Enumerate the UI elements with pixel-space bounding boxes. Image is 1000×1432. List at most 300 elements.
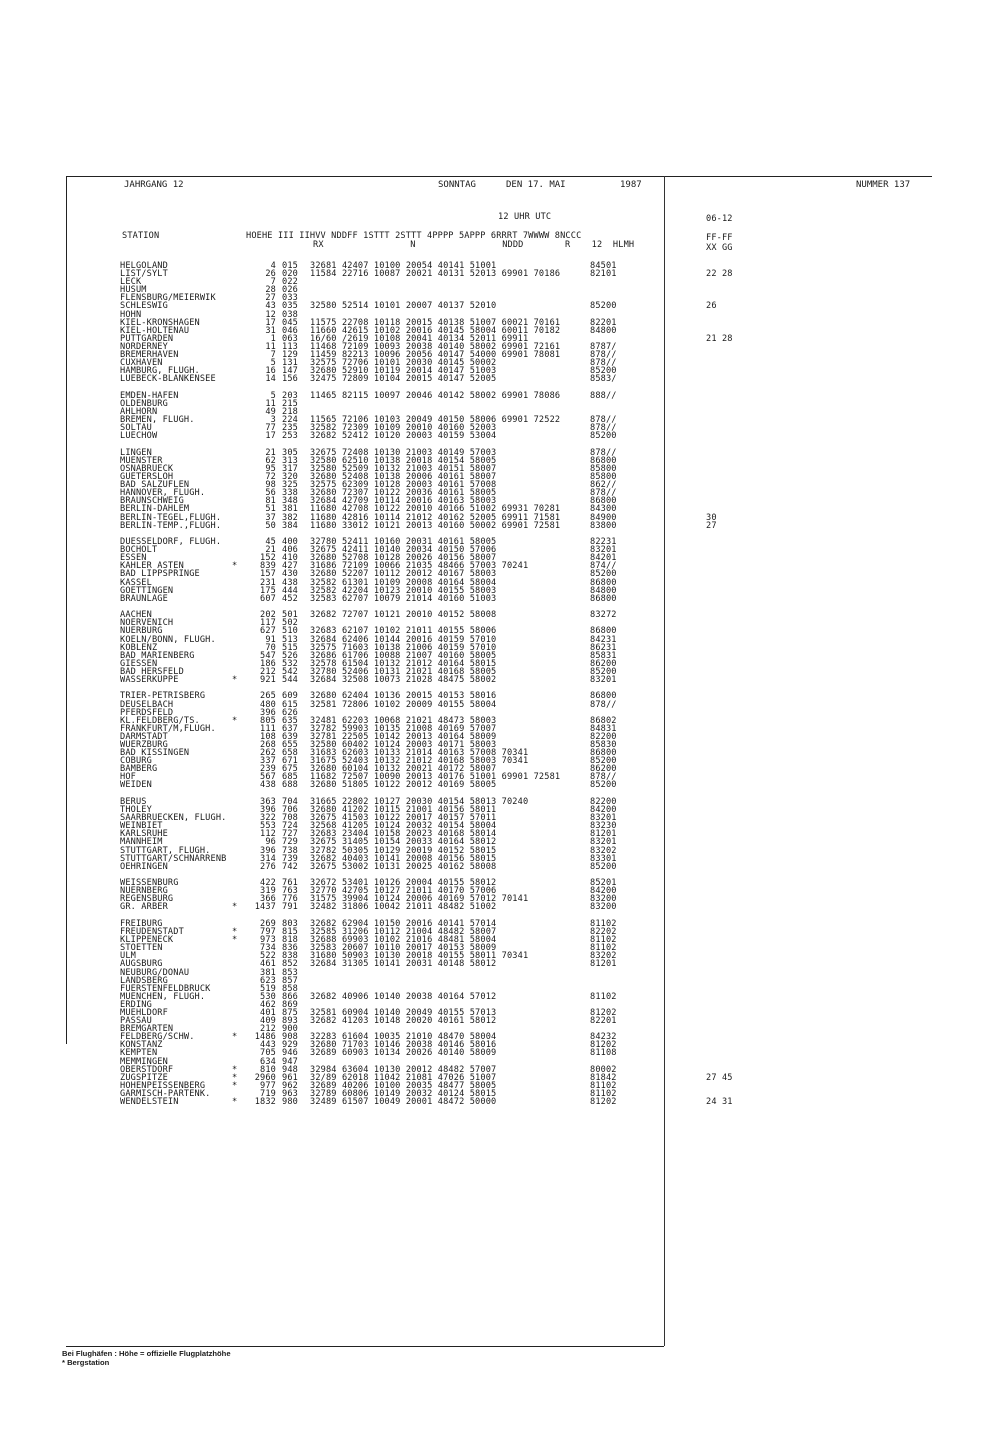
station-height: 16 (265, 366, 276, 377)
station-height: 322 (260, 813, 276, 824)
synop-groups: 32580 52509 10132 21003 40151 58007 (310, 463, 497, 474)
cloud-group: 81842 (590, 1072, 617, 1083)
cloud-group: 83201 (590, 837, 617, 848)
station-name: ERDING (120, 999, 152, 1010)
cloud-group: 84800 (590, 325, 617, 336)
station-height: 268 (260, 740, 276, 751)
station-index: 675 (282, 764, 298, 775)
synop-groups: 32680 60104 10132 20021 40172 58007 (310, 764, 497, 775)
station-height: 72 (265, 472, 276, 483)
station-height: 77 (265, 423, 276, 434)
station-height: 26 (265, 269, 276, 280)
station-name: FELDBERG/SCHW. (120, 1032, 195, 1043)
cloud-group: 83272 (590, 610, 617, 621)
station-index: 635 (282, 715, 298, 726)
station-name: BAMBERG (120, 764, 158, 775)
cloud-group: 86800 (590, 748, 617, 759)
station-height: 480 (260, 699, 276, 710)
bottom-rule (66, 1346, 664, 1347)
station-name: MEMMINGEN (120, 1056, 168, 1067)
synop-groups: 32675 53002 10131 20025 40162 58008 (310, 861, 497, 872)
station-index: 320 (282, 472, 298, 483)
station-name: GARMISCH-PARTENK. (120, 1088, 211, 1099)
cloud-group: 82231 (590, 537, 617, 548)
station-height: 797 (260, 927, 276, 938)
station-name: KOELN/BONN, FLUGH. (120, 634, 216, 645)
synop-groups: 11575 22708 10118 20015 40138 51007 60021 70161 (310, 317, 561, 328)
cloud-group: 84200 (590, 805, 617, 816)
station-index: 033 (282, 293, 298, 304)
station-name: OEHRINGEN (120, 861, 168, 872)
station-name: STOETTEN (120, 943, 163, 954)
cloud-group: 874// (590, 561, 617, 572)
station-index: 947 (282, 1056, 298, 1067)
mountain-station-marker: * (232, 1072, 238, 1083)
code-subheading: RX N NDDD (313, 240, 524, 250)
station-name: BAD HERSFELD (120, 666, 184, 677)
station-height: 28 (265, 285, 276, 296)
mountain-station-marker: * (232, 561, 238, 572)
cloud-group: 82201 (590, 1016, 617, 1027)
station-name: KONSTANZ (120, 1040, 163, 1051)
synop-groups: 31680 50903 10130 20018 40155 58011 70341 (310, 951, 529, 962)
cloud-group: 878// (590, 423, 617, 434)
station-height: 49 (265, 406, 276, 417)
synop-groups: 32481 62203 10068 21021 48473 58003 (310, 715, 497, 726)
station-name: KASSEL (120, 577, 152, 588)
right-rule (664, 176, 665, 1346)
cloud-group: 81202 (590, 1008, 617, 1018)
station-index: 317 (282, 463, 298, 474)
cloud-group: 84300 (590, 504, 617, 515)
synop-groups: 32680 52708 10128 20026 40156 58007 (310, 553, 497, 564)
synop-groups: 32684 42709 10114 20016 40163 58003 (310, 496, 497, 507)
station-name: FUERSTENFELDBRUCK (120, 983, 211, 994)
synop-groups: 32683 23404 10158 20023 40168 58014 (310, 829, 497, 840)
synop-groups: 32682 40403 10141 20008 40156 58015 (310, 853, 497, 864)
station-name: REGENSBURG (120, 894, 174, 905)
station-index: 544 (282, 674, 298, 685)
station-index: 836 (282, 943, 298, 954)
cloud-group: 86800 (590, 455, 617, 466)
station-name: SAARBRUECKEN, FLUGH. (120, 813, 227, 824)
synop-groups: 32682 62904 10150 20016 40141 57014 (310, 918, 497, 929)
station-index: 908 (282, 1032, 298, 1043)
station-index: 858 (282, 983, 298, 994)
synop-groups: 32681 42407 10100 20054 40141 51001 (310, 261, 497, 271)
station-height: 21 (265, 545, 276, 556)
station-index: 382 (282, 512, 298, 523)
station-name: BERLIN-TEMP.,FLUGH. (120, 520, 222, 531)
synop-groups: 32682 72707 10121 20010 40152 58008 (310, 610, 497, 621)
station-height: 977 (260, 1080, 276, 1091)
station-index: 444 (282, 585, 298, 596)
station-name: MUENCHEN, FLUGH. (120, 991, 206, 1002)
synop-groups: 32984 63604 10130 20012 48482 57007 (310, 1064, 497, 1075)
cloud-group: 83201 (590, 813, 617, 824)
station-index: 513 (282, 634, 298, 645)
cloud-group: 86231 (590, 642, 617, 653)
station-index: 381 (282, 504, 298, 515)
synop-groups: 32580 62510 10138 20018 40154 58005 (310, 455, 497, 466)
cloud-group: 82201 (590, 317, 617, 328)
synop-groups: 32580 52514 10101 20007 40137 52010 (310, 301, 497, 312)
station-height: 262 (260, 748, 276, 759)
station-height: 269 (260, 918, 276, 929)
station-name: BAD LIPPSPRINGE (120, 569, 200, 580)
synop-groups: 32568 41205 10124 20032 40154 58004 (310, 821, 497, 832)
station-index: 724 (282, 821, 298, 832)
station-index: 427 (282, 561, 298, 572)
station-height: 31 (265, 325, 276, 336)
cloud-group: 86200 (590, 658, 617, 669)
station-index: 502 (282, 618, 298, 629)
cloud-group: 83800 (590, 520, 617, 531)
station-name: BAD SALZUFLEN (120, 480, 190, 491)
station-name: LUECHOW (120, 431, 158, 442)
gg-heading: XX GG (706, 243, 733, 253)
station-height: 381 (260, 967, 276, 978)
time-heading: 12 UHR UTC (498, 212, 552, 222)
station-height: 111 (260, 723, 276, 734)
cloud-group: 85200 (590, 569, 617, 580)
station-index: 671 (282, 756, 298, 767)
synop-groups: 11468 72109 10093 20038 40140 58002 69901 72161 (310, 341, 561, 352)
cloud-group: 84201 (590, 553, 617, 564)
cloud-group: 83200 (590, 894, 617, 905)
station-index: 803 (282, 918, 298, 929)
station-index: 685 (282, 772, 298, 783)
station-name: KARLSRUHE (120, 829, 168, 840)
station-index: 637 (282, 723, 298, 734)
station-height: 265 (260, 691, 276, 702)
cloud-group: 878// (590, 699, 617, 710)
synop-groups: 32583 20607 10110 20017 40153 58009 (310, 943, 497, 954)
cloud-group: 82202 (590, 927, 617, 938)
station-name: HELGOLAND (120, 261, 168, 271)
station-index: 706 (282, 805, 298, 816)
cloud-group: 82200 (590, 796, 617, 807)
station-name: PFERDSFELD (120, 707, 174, 718)
synop-groups: 32680 72307 10122 20036 40161 58005 (310, 488, 497, 499)
station-height: 81 (265, 496, 276, 507)
station-index: 542 (282, 666, 298, 677)
station-height: 1437 (254, 902, 276, 913)
station-height: 212 (260, 1024, 276, 1035)
station-height: 438 (260, 780, 276, 791)
station-name: BREMEN, FLUGH. (120, 415, 195, 426)
station-name: THOLEY (120, 805, 152, 816)
station-index: 063 (282, 333, 298, 344)
station-index: 026 (282, 285, 298, 296)
station-index: 739 (282, 853, 298, 864)
cloud-group: 86800 (590, 593, 617, 604)
cloud-group: 878// (590, 488, 617, 499)
station-height: 152 (260, 553, 276, 564)
station-index: 655 (282, 740, 298, 751)
cloud-group: 86800 (590, 691, 617, 702)
synop-groups: 32684 32508 10073 21028 48475 58002 (310, 674, 497, 685)
station-index: 410 (282, 553, 298, 564)
station-height: 519 (260, 983, 276, 994)
mountain-station-marker: * (232, 902, 238, 913)
station-name: ZUGSPITZE (120, 1072, 168, 1083)
station-name: HOHN (120, 309, 142, 320)
station-height: 112 (260, 829, 276, 840)
station-name: NORDERNEY (120, 341, 168, 352)
station-name: KOBLENZ (120, 642, 158, 653)
station-height: 17 (265, 317, 276, 328)
station-height: 43 (265, 301, 276, 312)
station-name: HAMBURG, FLUGH. (120, 366, 200, 377)
synop-groups: 32680 52910 10119 20014 40147 51003 (310, 366, 497, 377)
synop-groups: 32682 41203 10148 20020 40161 58012 (310, 1016, 497, 1027)
station-height: 62 (265, 455, 276, 466)
gust-group: 24 31 (706, 1097, 733, 1108)
synop-groups: 32489 61507 10049 20001 48472 50000 (310, 1097, 497, 1108)
station-name: BERLIN-TEGEL,FLUGH. (120, 512, 222, 523)
synop-groups: 32684 62406 10144 20016 40159 57010 (310, 634, 497, 645)
synop-groups: 11680 42708 10122 20010 40166 51002 69931 70281 (310, 504, 561, 515)
station-height: 37 (265, 512, 276, 523)
station-name: BREMGARTEN (120, 1024, 174, 1035)
synop-groups: 11459 82213 10096 20056 40147 54000 69901 78081 (310, 350, 561, 361)
station-height: 5 (270, 358, 276, 369)
footnote-airports: Bei Flughäfen : Höhe = offizielle Flugplatzhöhe (62, 1349, 231, 1358)
cloud-group: 85800 (590, 472, 617, 483)
station-index: 501 (282, 610, 298, 621)
cloud-group: 878// (590, 358, 617, 369)
station-name: LECK (120, 277, 142, 288)
station-height: 705 (260, 1048, 276, 1059)
station-name: BERLIN-DAHLEM (120, 504, 190, 515)
cloud-group: 84831 (590, 723, 617, 734)
station-height: 91 (265, 634, 276, 645)
station-index: 929 (282, 1040, 298, 1051)
cloud-group: 80002 (590, 1064, 617, 1075)
station-name: HOHENPEISSENBERG (120, 1080, 206, 1091)
synop-groups: 32680 41202 10115 21001 40156 58011 (310, 805, 497, 816)
cloud-group: 86200 (590, 764, 617, 775)
station-height: 7 (270, 350, 276, 361)
gust-group: 30 (706, 512, 717, 523)
synop-groups: 32686 61706 10088 21007 40160 58005 (310, 650, 497, 661)
synop-groups: 32680 51805 10122 20012 40169 58005 (310, 780, 497, 791)
synop-groups: 32675 42411 10140 20034 40150 57006 (310, 545, 497, 556)
station-index: 438 (282, 577, 298, 588)
station-index: 452 (282, 593, 298, 604)
station-index: 857 (282, 975, 298, 986)
synop-groups: 32680 71703 10146 20038 40146 58016 (310, 1040, 497, 1051)
station-index: 532 (282, 658, 298, 669)
station-index: 962 (282, 1080, 298, 1091)
station-height: 239 (260, 764, 276, 775)
station-name: FRANKFURT/M,FLUGH. (120, 723, 216, 734)
synop-groups: 32689 40206 10100 20035 48477 58005 (310, 1080, 497, 1091)
station-name: FREUDENSTADT (120, 927, 184, 938)
station-height: 12 (265, 309, 276, 320)
station-index: 253 (282, 431, 298, 442)
cloud-group: 85200 (590, 756, 617, 767)
station-index: 738 (282, 845, 298, 856)
synop-groups: 32575 62309 10128 20003 40161 57008 (310, 480, 497, 491)
station-height: 409 (260, 1016, 276, 1027)
station-index: 022 (282, 277, 298, 288)
station-name: AUGSBURG (120, 959, 163, 970)
station-index: 305 (282, 447, 298, 458)
station-name: KEMPTEN (120, 1048, 158, 1059)
station-height: 3 (270, 415, 276, 426)
station-name: LINGEN (120, 447, 152, 458)
station-height: 366 (260, 894, 276, 905)
station-height: 17 (265, 431, 276, 442)
station-name: GUETERSLOH (120, 472, 174, 483)
cloud-group: 81102 (590, 991, 617, 1002)
station-name: MUENSTER (120, 455, 163, 466)
synop-groups: 32578 61504 10132 21012 40164 58015 (310, 658, 497, 669)
station-index: 215 (282, 398, 298, 409)
station-name: DEUSELBACH (120, 699, 174, 710)
synop-groups: 32582 42204 10123 20010 40155 58003 (310, 585, 497, 596)
station-name: GR. ARBER (120, 902, 168, 913)
station-name: GIESSEN (120, 658, 158, 669)
station-index: 893 (282, 1016, 298, 1027)
cloud-group: 81201 (590, 829, 617, 840)
station-height: 607 (260, 593, 276, 604)
cloud-group: 84900 (590, 512, 617, 523)
station-index: 869 (282, 999, 298, 1010)
station-name: DARMSTADT (120, 731, 168, 742)
gust-group: 21 28 (706, 333, 733, 344)
station-height: 212 (260, 666, 276, 677)
station-index: 761 (282, 878, 298, 889)
station-index: 113 (282, 341, 298, 352)
station-index: 129 (282, 350, 298, 361)
mountain-station-marker: * (232, 935, 238, 946)
cloud-group: 82200 (590, 731, 617, 742)
station-height: 363 (260, 796, 276, 807)
cloud-group: 81102 (590, 1080, 617, 1091)
station-index: 815 (282, 927, 298, 938)
station-name: WEINBIET (120, 821, 163, 832)
station-height: 319 (260, 886, 276, 897)
cloud-group: 83201 (590, 674, 617, 685)
station-index: 348 (282, 496, 298, 507)
cloud-group: 86800 (590, 496, 617, 507)
cloud-group: 83200 (590, 902, 617, 913)
synop-groups: 32782 50305 10129 20019 40152 58015 (310, 845, 497, 856)
station-index: 015 (282, 261, 298, 271)
station-index: 218 (282, 406, 298, 417)
station-height: 117 (260, 618, 276, 629)
synop-groups: 31665 22802 10127 20030 40154 58013 70240 (310, 796, 529, 807)
station-name: LIST/SYLT (120, 269, 168, 280)
station-index: 818 (282, 935, 298, 946)
mountain-station-marker: * (232, 1064, 238, 1075)
cloud-group: 81202 (590, 1097, 617, 1108)
station-name: NUERNBERG (120, 886, 168, 897)
station-height: 175 (260, 585, 276, 596)
station-index: 948 (282, 1064, 298, 1075)
station-height: 719 (260, 1088, 276, 1099)
mountain-station-marker: * (232, 927, 238, 938)
station-height: 276 (260, 861, 276, 872)
station-height: 553 (260, 821, 276, 832)
station-height: 530 (260, 991, 276, 1002)
station-name: ESSEN (120, 553, 147, 564)
station-height: 734 (260, 943, 276, 954)
mountain-station-marker: * (232, 674, 238, 685)
station-index: 776 (282, 894, 298, 905)
cloud-group: 82101 (590, 269, 617, 280)
cloud-group: 878// (590, 415, 617, 426)
cloud-group: 81108 (590, 1048, 617, 1059)
station-name: BOCHOLT (120, 545, 158, 556)
station-height: 337 (260, 756, 276, 767)
station-height: 98 (265, 480, 276, 491)
station-index: 406 (282, 545, 298, 556)
synop-groups: 32782 59903 10135 21008 40169 57007 (310, 723, 497, 734)
synop-groups: 32582 61301 10109 20008 40164 58004 (310, 577, 497, 588)
issue-number: NUMMER 137 (856, 180, 911, 190)
synop-groups: 11680 42816 10114 21012 40162 52005 69911 71581 (310, 512, 561, 523)
cloud-group: 83301 (590, 853, 617, 864)
station-name: SOLTAU (120, 423, 152, 434)
station-index: 430 (282, 569, 298, 580)
station-height: 634 (260, 1056, 276, 1067)
station-heading: STATION (122, 231, 160, 241)
station-name: WUERZBURG (120, 740, 168, 751)
cloud-group: 81202 (590, 1040, 617, 1051)
station-height: 56 (265, 488, 276, 499)
station-height: 396 (260, 845, 276, 856)
station-height: 401 (260, 1008, 276, 1018)
station-name: GOETTINGEN (120, 585, 174, 596)
station-index: 639 (282, 731, 298, 742)
cloud-group: 81102 (590, 943, 617, 954)
station-index: 900 (282, 1024, 298, 1035)
station-name: STUTTGART/SCHNARRENB (120, 853, 227, 864)
station-name: BERUS (120, 796, 147, 807)
station-name: OBERSTDORF (120, 1064, 174, 1075)
synop-groups: 11660 42615 10102 20016 40145 58004 60011 70182 (310, 325, 561, 336)
cloud-group: 878// (590, 350, 617, 361)
synop-groups: 32582 72309 10109 20010 40160 52003 (310, 423, 497, 434)
station-index: 727 (282, 829, 298, 840)
cloud-group: 83230 (590, 821, 617, 832)
cloud-group: 85200 (590, 861, 617, 872)
station-name: AACHEN (120, 610, 152, 621)
station-height: 202 (260, 610, 276, 621)
station-height: 14 (265, 374, 276, 385)
synop-groups: 32688 69903 10102 21016 48481 58004 (310, 935, 497, 946)
cloud-group: 862// (590, 480, 617, 491)
synop-groups: 32283 61604 10035 21010 48470 58004 (310, 1032, 497, 1043)
station-name: HUSUM (120, 285, 147, 296)
station-index: 510 (282, 626, 298, 637)
synop-groups: 32675 41503 10122 20017 40157 57011 (310, 813, 497, 824)
synop-groups: 32789 60806 10149 20032 40124 58015 (310, 1088, 497, 1099)
station-name: CUXHAVEN (120, 358, 163, 369)
station-index: 688 (282, 780, 298, 791)
cloud-group: 85831 (590, 650, 617, 661)
station-index: 763 (282, 886, 298, 897)
station-height: 4 (270, 261, 276, 271)
synop-groups: 11465 82115 10097 20046 40142 58002 69901 78086 (310, 390, 561, 401)
station-index: 046 (282, 325, 298, 336)
station-height: 810 (260, 1064, 276, 1075)
synop-groups: 32682 40906 10140 20038 40164 57012 (310, 991, 497, 1002)
